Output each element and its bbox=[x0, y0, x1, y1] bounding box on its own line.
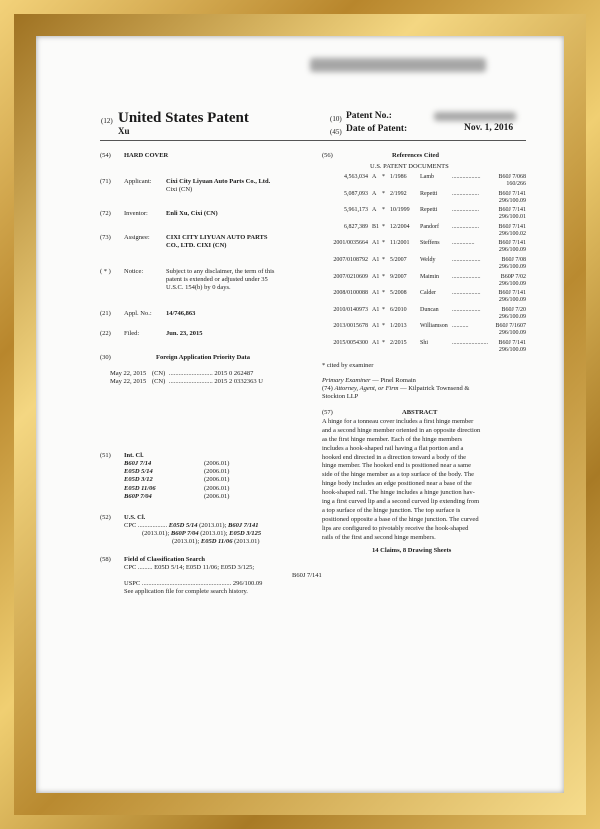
abstract-heading: ABSTRACT bbox=[402, 409, 438, 416]
code-57: (57) bbox=[322, 409, 333, 416]
int-cl-class: E05D 5/14 bbox=[124, 468, 153, 476]
field-30 bbox=[100, 354, 320, 385]
reference-date: 5/2007 bbox=[390, 257, 407, 263]
int-cl-row bbox=[124, 460, 230, 468]
reference-leader: ................... bbox=[452, 273, 481, 280]
field-51 bbox=[100, 452, 320, 500]
reference-date: 1/1986 bbox=[390, 174, 407, 180]
us-cl-class: E05D 5/14 bbox=[168, 522, 198, 529]
abstract-line: side of the hinge member as a top surface of the body. The bbox=[322, 471, 474, 479]
reference-kind: A bbox=[372, 174, 377, 180]
references-heading: References Cited bbox=[392, 152, 439, 159]
field-72 bbox=[100, 210, 218, 218]
reference-name: Williamson bbox=[420, 323, 448, 330]
reference-star: * bbox=[382, 273, 385, 280]
abstract-line: lips are configured to pivotably receive the hook-shaped bbox=[322, 524, 469, 532]
field-71 bbox=[100, 178, 271, 193]
reference-number: 4,563,034 bbox=[344, 174, 368, 180]
reference-row bbox=[322, 224, 526, 240]
reference-class: B60J 7/08 bbox=[501, 257, 526, 263]
attorney-line-2: Stockton LLP bbox=[322, 393, 359, 400]
reference-date: 2/2015 bbox=[390, 340, 407, 346]
priority-leader: ........................... bbox=[168, 370, 213, 377]
reference-leader: ................... bbox=[452, 306, 481, 313]
field-57 bbox=[322, 409, 526, 554]
reference-name: Duncan bbox=[420, 306, 439, 313]
field-52 bbox=[100, 514, 330, 545]
reference-number: 5,087,093 bbox=[344, 190, 368, 197]
us-cl-version: (2013.01); bbox=[200, 530, 228, 537]
reference-name: Repetti bbox=[420, 190, 438, 197]
uspc-value: 296/100.09 bbox=[232, 580, 263, 587]
int-cl-list bbox=[124, 460, 230, 501]
reference-number: 2010/0140973 bbox=[333, 306, 368, 313]
reference-name: Lamb bbox=[420, 174, 434, 180]
attorney-label: Attorney, Agent, or Firm bbox=[334, 385, 399, 392]
field-22 bbox=[100, 330, 203, 338]
reference-class: B60J 7/141 bbox=[498, 240, 526, 247]
assignee-label: Assignee: bbox=[124, 234, 150, 241]
us-cl-class: B60P 7/04 bbox=[170, 530, 199, 537]
reference-subclass: 296/100.09 bbox=[498, 330, 526, 337]
field-73 bbox=[100, 234, 268, 249]
reference-kind: A bbox=[372, 190, 377, 197]
page-title: United States Patent bbox=[118, 110, 249, 126]
us-cl-version: (2013.01); bbox=[142, 530, 170, 537]
reference-leader: ........... bbox=[452, 323, 469, 330]
int-cl-row bbox=[124, 492, 230, 501]
redacted-patent-number bbox=[434, 112, 516, 121]
reference-name: Weldy bbox=[420, 257, 436, 263]
reference-class: B60J 7/1607 bbox=[495, 323, 526, 330]
int-cl-class: B60P 7/04 bbox=[124, 492, 152, 500]
reference-subclass: 296/100.09 bbox=[498, 197, 526, 204]
reference-star: * bbox=[382, 223, 385, 230]
reference-row bbox=[322, 340, 526, 356]
field-search-cpc-2: B60J 7/141 bbox=[292, 572, 322, 579]
field-58 bbox=[100, 556, 330, 595]
reference-row bbox=[322, 240, 526, 256]
reference-star: * bbox=[382, 306, 385, 313]
reference-star: * bbox=[382, 290, 385, 297]
reference-row bbox=[322, 307, 526, 323]
reference-leader: ................... bbox=[452, 257, 481, 263]
reference-kind: A bbox=[372, 207, 377, 214]
reference-row bbox=[322, 323, 526, 339]
applicant-location: Cixi (CN) bbox=[166, 186, 193, 193]
priority-number: 2015 0 262487 bbox=[214, 370, 254, 377]
reference-number: 2013/0015678 bbox=[333, 323, 368, 330]
int-cl-row bbox=[124, 468, 230, 476]
assignee-line-2: CO., LTD. CIXI (CN) bbox=[166, 242, 227, 249]
header-divider bbox=[100, 140, 526, 141]
inventor-name: Enli Xu, Cixi (CN) bbox=[166, 210, 218, 217]
priority-number: 2015 2 0332363 U bbox=[214, 378, 263, 385]
reference-name: Calder bbox=[420, 290, 436, 297]
reference-star: * bbox=[382, 190, 385, 197]
assignee-line-1: CIXI CITY LIYUAN AUTO PARTS bbox=[166, 234, 268, 241]
abstract-line: A hinge for a tonneau cover includes a first hinge member bbox=[322, 418, 474, 425]
abstract-line: hinge body includes an edge positioned near a base of the bbox=[322, 480, 472, 488]
field-21 bbox=[100, 310, 196, 318]
code-54: (54) bbox=[100, 152, 111, 159]
us-cl-version: (2013.01); bbox=[199, 522, 227, 529]
reference-row bbox=[322, 207, 526, 223]
filed-label: Filed: bbox=[124, 330, 140, 337]
reference-number: 2007/0210609 bbox=[333, 273, 368, 280]
code-51: (51) bbox=[100, 452, 111, 459]
reference-star: * bbox=[382, 207, 385, 214]
reference-leader: .................. bbox=[452, 190, 479, 197]
reference-leader: ................... bbox=[452, 290, 481, 297]
int-cl-row bbox=[124, 476, 230, 484]
reference-subclass: 296/100.01 bbox=[498, 214, 526, 221]
appl-no-value: 14/746,863 bbox=[166, 310, 196, 317]
abstract-line: includes a hook-shaped rail having a flat portion and a bbox=[322, 444, 464, 452]
reference-class: B60J 7/141 bbox=[498, 290, 526, 297]
code-21: (21) bbox=[100, 310, 111, 317]
reference-subclass: 160/266 bbox=[506, 181, 526, 187]
priority-row bbox=[110, 370, 253, 378]
redacted-barcode bbox=[310, 58, 486, 72]
int-cl-class: E05D 11/06 bbox=[124, 484, 156, 492]
abstract-line: and a second hinge member oriented in an opposite direction bbox=[322, 426, 481, 434]
int-cl-version: (2006.01) bbox=[204, 492, 230, 500]
reference-kind: A1 bbox=[372, 257, 380, 263]
priority-date: May 22, 2015 bbox=[110, 370, 147, 377]
filed-value: Jun. 23, 2015 bbox=[166, 330, 203, 337]
reference-subclass: 296/100.09 bbox=[498, 313, 526, 320]
reference-date: 10/1999 bbox=[390, 207, 410, 214]
code-74: (74) bbox=[322, 385, 333, 392]
us-cl-class: B60J 7/141 bbox=[228, 522, 259, 529]
reference-name: Steffens bbox=[420, 240, 440, 247]
reference-subclass: 296/100.09 bbox=[498, 280, 526, 287]
abstract-text bbox=[322, 418, 526, 542]
reference-kind: B1 bbox=[372, 223, 380, 230]
right-column bbox=[322, 152, 526, 554]
inventor-label: Inventor: bbox=[124, 210, 148, 217]
us-cl-heading: U.S. Cl. bbox=[124, 514, 146, 521]
priority-date: May 22, 2015 bbox=[110, 378, 147, 385]
abstract-line: positioned opposite a base of the hinge junction. The curved bbox=[322, 515, 479, 523]
reference-subclass: 296/100.09 bbox=[498, 247, 526, 254]
code-30: (30) bbox=[100, 354, 111, 361]
us-cl-cpc: CPC .................. bbox=[124, 522, 168, 529]
reference-row bbox=[322, 290, 526, 306]
reference-name: Maimin bbox=[420, 273, 439, 280]
foreign-priority-heading: Foreign Application Priority Data bbox=[156, 354, 250, 361]
reference-star: * bbox=[382, 257, 385, 263]
reference-subclass: 296/100.09 bbox=[498, 297, 526, 304]
int-cl-row bbox=[124, 484, 230, 493]
uspc-label: USPC bbox=[124, 580, 141, 587]
reference-date: 2/1992 bbox=[390, 190, 407, 197]
code-72: (72) bbox=[100, 210, 111, 217]
examiner-name: — Pinel Romain bbox=[372, 377, 416, 384]
reference-row bbox=[322, 191, 526, 207]
reference-kind: A1 bbox=[372, 323, 380, 330]
reference-leader: ........................ bbox=[452, 340, 488, 346]
int-cl-version: (2006.01) bbox=[204, 484, 230, 492]
code-22: (22) bbox=[100, 330, 111, 337]
field-search-uspc bbox=[124, 580, 262, 588]
inventor-short: Xu bbox=[118, 126, 130, 136]
priority-row bbox=[110, 378, 263, 386]
reference-leader: .................. bbox=[452, 207, 479, 214]
abstract-line: hinge member. The hooked end is positioned near a same bbox=[322, 462, 471, 470]
patent-document bbox=[36, 36, 564, 793]
reference-kind: A1 bbox=[372, 273, 380, 280]
cited-by-examiner: * cited by examiner bbox=[322, 362, 374, 369]
reference-name: Repetti bbox=[420, 207, 438, 214]
reference-row bbox=[322, 174, 526, 190]
primary-examiner bbox=[322, 377, 416, 385]
reference-leader: ................... bbox=[452, 174, 481, 180]
us-cl-line-1 bbox=[124, 522, 259, 530]
us-cl-version: (2013.01) bbox=[234, 538, 260, 545]
code-notice: ( * ) bbox=[100, 268, 111, 275]
reference-star: * bbox=[382, 240, 385, 247]
int-cl-heading: Int. Cl. bbox=[124, 452, 144, 459]
uspc-leader: ....................................................... bbox=[141, 580, 232, 587]
code-71: (71) bbox=[100, 178, 111, 185]
code-73: (73) bbox=[100, 234, 111, 241]
reference-star: * bbox=[382, 340, 385, 346]
abstract-line: as the first hinge member. Each of the hinge members bbox=[322, 435, 463, 443]
claims-summary: 14 Claims, 8 Drawing Sheets bbox=[372, 547, 452, 554]
date-label: Date of Patent: bbox=[346, 124, 408, 134]
reference-leader: .................. bbox=[452, 223, 479, 230]
reference-date: 6/2010 bbox=[390, 306, 407, 313]
abstract-line: a top surface of the hinge junction. The top surface is bbox=[322, 506, 461, 514]
invention-title: HARD COVER bbox=[124, 152, 169, 159]
us-cl-class: E05D 3/125 bbox=[229, 530, 262, 537]
reference-name: Shi bbox=[420, 340, 429, 346]
us-cl-line-3 bbox=[172, 538, 260, 546]
notice-line-3: U.S.C. 154(b) by 0 days. bbox=[166, 284, 231, 291]
reference-number: 2008/0100088 bbox=[333, 290, 368, 297]
notice-line-2: patent is extended or adjusted under 35 bbox=[166, 276, 268, 283]
abstract-line: rails of the first and second hinge members. bbox=[322, 533, 436, 541]
appl-no-label: Appl. No.: bbox=[124, 310, 152, 317]
reference-number: 6,827,389 bbox=[344, 223, 368, 230]
abstract-line: ing a first curved lip and a second curved lip extending from bbox=[322, 498, 480, 506]
reference-number: 5,961,173 bbox=[344, 207, 368, 214]
reference-leader: ............... bbox=[452, 240, 475, 247]
reference-class: B60P 7/02 bbox=[500, 273, 526, 280]
reference-date: 9/2007 bbox=[390, 273, 407, 280]
us-cl-class: E05D 11/06 bbox=[200, 538, 233, 545]
reference-class: B60J 7/141 bbox=[498, 207, 526, 214]
field-54 bbox=[100, 152, 169, 160]
abstract-line: hook-shaped rail. The hinge includes a hinge junction hav- bbox=[322, 489, 475, 497]
int-cl-version: (2006.01) bbox=[204, 460, 230, 467]
notice-label: Notice: bbox=[124, 268, 144, 275]
code-45: (45) bbox=[330, 128, 342, 136]
applicant-label: Applicant: bbox=[124, 178, 152, 185]
field-search-heading: Field of Classification Search bbox=[124, 556, 205, 563]
reference-number: 2015/0054300 bbox=[333, 340, 368, 346]
code-10: (10) bbox=[330, 115, 342, 123]
int-cl-class: E05D 3/12 bbox=[124, 476, 153, 484]
reference-date: 11/2001 bbox=[390, 240, 410, 247]
code-58: (58) bbox=[100, 556, 111, 563]
reference-subclass: 296/100.09 bbox=[498, 264, 526, 270]
reference-number: 2007/0108792 bbox=[333, 257, 368, 263]
priority-leader: ........................... bbox=[168, 378, 213, 385]
reference-subclass: 296/100.09 bbox=[498, 347, 526, 353]
reference-class: B60J 7/141 bbox=[498, 223, 526, 230]
reference-class: B60J 7/20 bbox=[501, 306, 526, 313]
reference-class: B60J 7/141 bbox=[498, 340, 526, 346]
reference-kind: A1 bbox=[372, 240, 380, 247]
field-search-cpc: CPC ......... E05D 5/14; E05D 11/06; E05D 3/125; bbox=[124, 564, 255, 571]
reference-kind: A1 bbox=[372, 306, 380, 313]
attorney-line-1: — Kilpatrick Townsend & bbox=[400, 385, 470, 392]
examiner-label: Primary Examiner bbox=[322, 377, 371, 384]
reference-class: B60J 7/068 bbox=[498, 174, 526, 180]
us-patent-documents-heading: U.S. PATENT DOCUMENTS bbox=[370, 163, 449, 170]
reference-name: Pandorf bbox=[420, 223, 439, 230]
notice-line-1: Subject to any disclaimer, the term of this bbox=[166, 268, 275, 275]
int-cl-version: (2006.01) bbox=[204, 468, 230, 476]
field-notice bbox=[100, 268, 275, 291]
field-74 bbox=[322, 385, 469, 393]
applicant-name: Cixi City Liyuan Auto Parts Co., Ltd. bbox=[166, 178, 271, 185]
priority-country: (CN) bbox=[151, 370, 166, 377]
reference-star: * bbox=[382, 174, 385, 180]
reference-subclass: 296/100.02 bbox=[498, 230, 526, 237]
date-value: Nov. 1, 2016 bbox=[464, 123, 514, 133]
reference-class: B60J 7/141 bbox=[498, 190, 526, 197]
us-cl-version: (2013.01); bbox=[172, 538, 200, 545]
reference-date: 1/2013 bbox=[390, 323, 407, 330]
reference-row bbox=[322, 274, 526, 290]
int-cl-version: (2006.01) bbox=[204, 476, 230, 484]
int-cl-class: B60J 7/14 bbox=[124, 460, 152, 467]
reference-date: 5/2008 bbox=[390, 290, 407, 297]
reference-row bbox=[322, 257, 526, 273]
patent-no-label: Patent No.: bbox=[346, 111, 392, 121]
us-cl-line-2 bbox=[142, 530, 261, 538]
reference-kind: A1 bbox=[372, 290, 380, 297]
reference-date: 12/2004 bbox=[390, 223, 410, 230]
reference-star: * bbox=[382, 323, 385, 330]
reference-kind: A1 bbox=[372, 340, 380, 346]
priority-country: (CN) bbox=[151, 378, 166, 385]
search-history-note: See application file for complete search history. bbox=[124, 588, 248, 595]
code-12: (12) bbox=[101, 117, 113, 125]
code-52: (52) bbox=[100, 514, 111, 521]
abstract-line: hooked end directed in a direction toward a body of the bbox=[322, 453, 467, 461]
code-56: (56) bbox=[322, 152, 333, 159]
reference-number: 2001/0035664 bbox=[333, 240, 368, 247]
